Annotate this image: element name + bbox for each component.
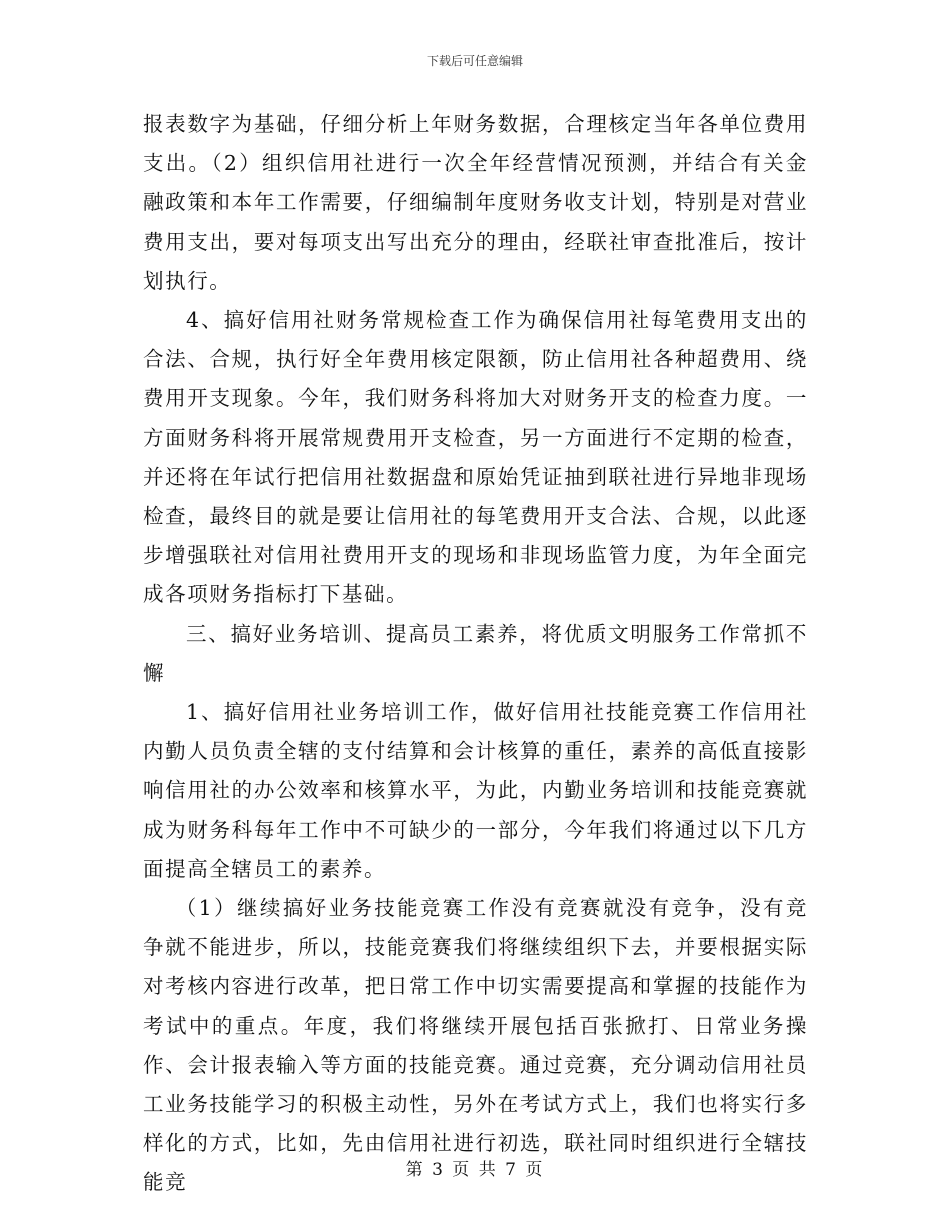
section-heading-3: 三、搞好业务培训、提高员工素养，将优质文明服务工作常抓不懈 <box>143 621 808 685</box>
page-number: 第 3 页 共 7 页 <box>405 1160 545 1180</box>
paragraph-subitem-1: （1）继续搞好业务技能竞赛工作没有竞赛就没有竞争，没有竞争就不能进步，所以，技能竞赛我们将继续组织下去，并要根据实际对考核内容进行改革，把日常工作中切实需要提高和掌握的技能作为考试中的重点。年度，我们将继续开展包括百张掀打、日常业务操作、会计报表输入等方面的技能竞赛。通过竞赛，充分调动信用社员工业务技能学习的积极主动性，另外在考试方式上，我们也将实行多样化的方式，比如，先由信用社进行初选，联社同时组织进行全辖技能竞 <box>143 896 808 1195</box>
paragraph-continuation: 报表数字为基础，仔细分析上年财务数据，合理核定当年各单位费用支出。（2）组织信用社进行一次全年经营情况预测，并结合有关金融政策和本年工作需要，仔细编制年度财务收支计划，特别是对营业费用支出，要对每项支出写出充分的理由，经联社审查批准后，按计划执行。 <box>143 112 808 293</box>
paragraph-item-1: 1、搞好信用社业务培训工作，做好信用社技能竞赛工作信用社内勤人员负责全辖的支付结算和会计核算的重任，素养的高低直接影响信用社的办公效率和核算水平，为此，内勤业务培训和技能竞赛就成为财务科每年工作中不可缺少的一部分，今年我们将通过以下几方面提高全辖员工的素养。 <box>143 700 808 881</box>
paragraph-item-4: 4、搞好信用社财务常规检查工作为确保信用社每笔费用支出的合法、合规，执行好全年费用核定限额，防止信用社各种超费用、绕费用开支现象。今年，我们财务科将加大对财务开支的检查力度。一方面财务科将开展常规费用开支检查，另一方面进行不定期的检查，并还将在年试行把信用社数据盘和原始凭证抽到联社进行异地非现场检查，最终目的就是要让信用社的每笔费用开支合法、合规，以此逐步增强联社对信用社费用开支的现场和非现场监管力度，为年全面完成各项财务指标打下基础。 <box>143 308 808 607</box>
header-note: 下载后可任意编辑 <box>426 54 523 68</box>
document-body <box>143 105 808 1203</box>
